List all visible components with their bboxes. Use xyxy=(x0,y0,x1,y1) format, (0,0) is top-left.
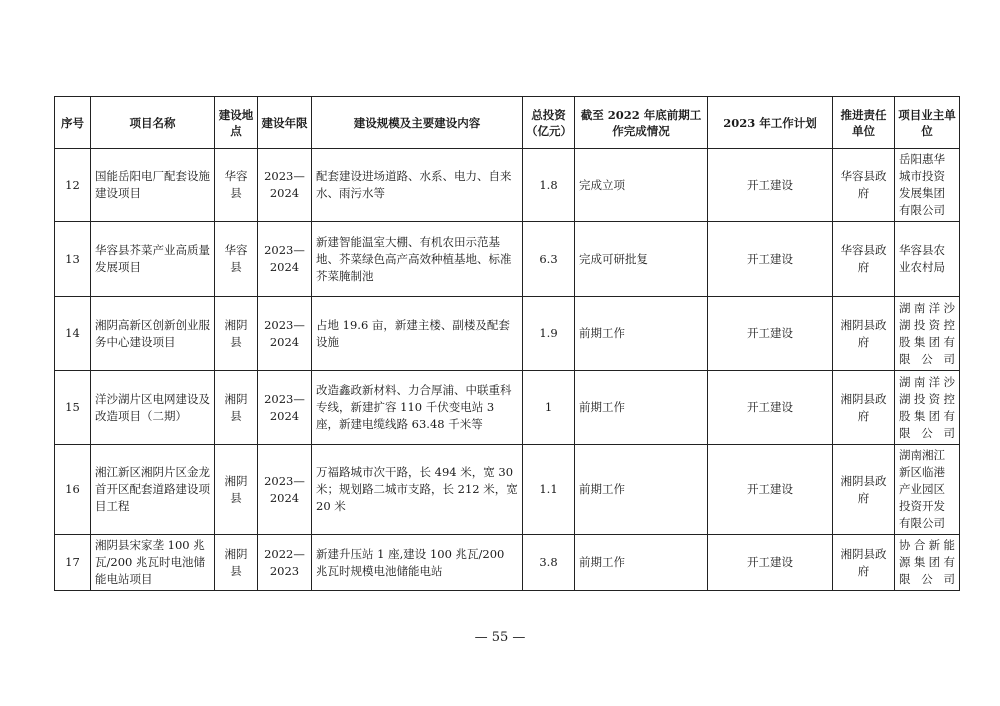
cell-location: 华容县 xyxy=(215,149,258,222)
cell-period: 2023—2024 xyxy=(258,297,312,371)
cell-progress: 前期工作 xyxy=(575,297,708,371)
table-row xyxy=(55,535,960,591)
table-row xyxy=(55,222,960,297)
page-number: — 55 — xyxy=(474,630,526,645)
cell-scope: 配套建设进场道路、水系、电力、自来水、雨污水等 xyxy=(312,149,523,222)
cell-period: 2022—2023 xyxy=(258,535,312,591)
cell-name: 湘阴县宋家垄 100 兆瓦/200 兆瓦时电池储能电站项目 xyxy=(91,535,215,591)
header-scope: 建设规模及主要建设内容 xyxy=(312,97,523,149)
cell-period: 2023—2024 xyxy=(258,222,312,297)
cell-location: 湘阴县 xyxy=(215,535,258,591)
cell-owner: 湖南洋沙湖投资控股集团有限公司 xyxy=(895,371,960,445)
cell-investment: 1.8 xyxy=(523,149,575,222)
cell-scope: 占地 19.6 亩，新建主楼、副楼及配套设施 xyxy=(312,297,523,371)
cell-plan: 开工建设 xyxy=(708,535,833,591)
cell-seq: 16 xyxy=(55,445,91,535)
cell-investment: 6.3 xyxy=(523,222,575,297)
cell-name: 湘阴高新区创新创业服务中心建设项目 xyxy=(91,297,215,371)
cell-unit: 湘阴县政府 xyxy=(833,371,895,445)
cell-progress: 前期工作 xyxy=(575,445,708,535)
cell-investment: 1 xyxy=(523,371,575,445)
table-row xyxy=(55,445,960,535)
cell-progress: 完成立项 xyxy=(575,149,708,222)
cell-unit: 湘阴县政府 xyxy=(833,445,895,535)
header-location: 建设地点 xyxy=(215,97,258,149)
cell-location: 湘阴县 xyxy=(215,445,258,535)
cell-investment: 1.1 xyxy=(523,445,575,535)
cell-investment: 1.9 xyxy=(523,297,575,371)
cell-location: 湘阴县 xyxy=(215,297,258,371)
cell-name: 国能岳阳电厂配套设施建设项目 xyxy=(91,149,215,222)
header-investment: 总投资（亿元） xyxy=(523,97,575,149)
cell-investment: 3.8 xyxy=(523,535,575,591)
header-owner: 项目业主单位 xyxy=(895,97,960,149)
cell-owner: 湖南湘江新区临港产业园区投资开发有限公司 xyxy=(895,445,960,535)
cell-plan: 开工建设 xyxy=(708,149,833,222)
cell-plan: 开工建设 xyxy=(708,297,833,371)
cell-seq: 15 xyxy=(55,371,91,445)
cell-owner: 华容县农业农村局 xyxy=(895,222,960,297)
header-row xyxy=(55,97,960,149)
cell-period: 2023—2024 xyxy=(258,445,312,535)
header-period: 建设年限 xyxy=(258,97,312,149)
cell-name: 洋沙湖片区电网建设及改造项目（二期） xyxy=(91,371,215,445)
cell-owner: 协合新能源集团有限公司 xyxy=(895,535,960,591)
cell-plan: 开工建设 xyxy=(708,371,833,445)
cell-scope: 改造鑫政新材料、力合厚浦、中联重科专线，新建扩容 110 千伏变电站 3 座，新建电缆线路 63.48 千米等 xyxy=(312,371,523,445)
cell-seq: 12 xyxy=(55,149,91,222)
table-row xyxy=(55,371,960,445)
cell-plan: 开工建设 xyxy=(708,222,833,297)
cell-scope: 新建智能温室大棚、有机农田示范基地、芥菜绿色高产高效种植基地、标准芥菜腌制池 xyxy=(312,222,523,297)
cell-progress: 前期工作 xyxy=(575,535,708,591)
cell-name: 湘江新区湘阴片区金龙首开区配套道路建设项目工程 xyxy=(91,445,215,535)
table-body xyxy=(55,149,960,591)
cell-progress: 完成可研批复 xyxy=(575,222,708,297)
table-row xyxy=(55,297,960,371)
project-table xyxy=(54,96,960,591)
cell-unit: 湘阴县政府 xyxy=(833,297,895,371)
cell-scope: 万福路城市次干路，长 494 米，宽 30 米；规划路二城市支路，长 212 米，宽 20 米 xyxy=(312,445,523,535)
header-unit: 推进责任单位 xyxy=(833,97,895,149)
cell-owner: 岳阳惠华城市投资发展集团有限公司 xyxy=(895,149,960,222)
header-progress: 截至 2022 年底前期工作完成情况 xyxy=(575,97,708,149)
header-plan: 2023 年工作计划 xyxy=(708,97,833,149)
header-name: 项目名称 xyxy=(91,97,215,149)
table-row xyxy=(55,149,960,222)
cell-period: 2023—2024 xyxy=(258,149,312,222)
cell-location: 华容县 xyxy=(215,222,258,297)
cell-period: 2023—2024 xyxy=(258,371,312,445)
cell-owner: 湖南洋沙湖投资控股集团有限公司 xyxy=(895,297,960,371)
cell-plan: 开工建设 xyxy=(708,445,833,535)
cell-unit: 湘阴县政府 xyxy=(833,535,895,591)
cell-location: 湘阴县 xyxy=(215,371,258,445)
cell-unit: 华容县政府 xyxy=(833,222,895,297)
cell-seq: 14 xyxy=(55,297,91,371)
cell-seq: 17 xyxy=(55,535,91,591)
cell-unit: 华容县政府 xyxy=(833,149,895,222)
cell-scope: 新建升压站 1 座,建设 100 兆瓦/200 兆瓦时规模电池储能电站 xyxy=(312,535,523,591)
cell-progress: 前期工作 xyxy=(575,371,708,445)
cell-seq: 13 xyxy=(55,222,91,297)
cell-name: 华容县芥菜产业高质量发展项目 xyxy=(91,222,215,297)
table-header xyxy=(55,97,960,149)
header-seq: 序号 xyxy=(55,97,91,149)
